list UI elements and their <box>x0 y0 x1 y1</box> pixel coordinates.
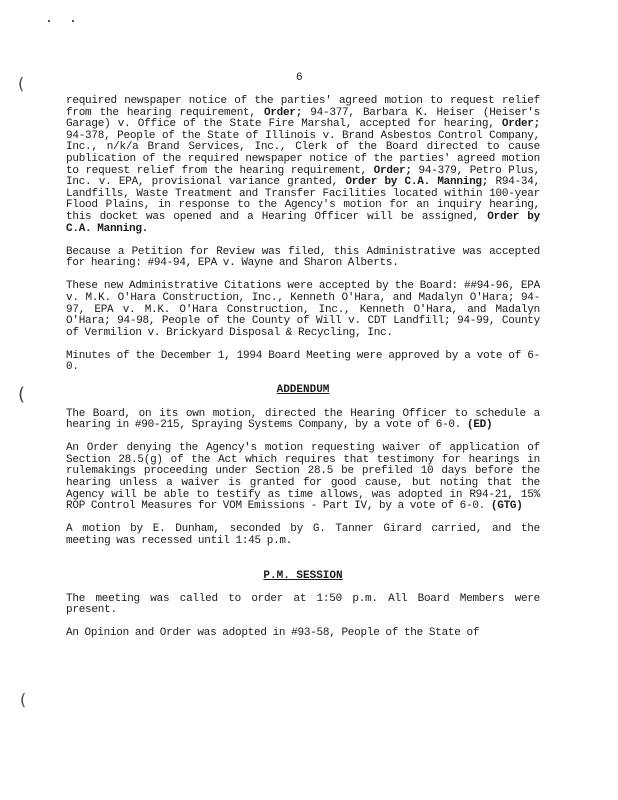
bold-text-segment: Order by C.A. Manning. <box>66 210 540 235</box>
paragraph <box>66 351 540 374</box>
text-segment: The meeting was called to order at 1:50 p.m. All Board Members were present. <box>66 592 540 617</box>
document-body <box>66 96 540 640</box>
text-segment: 94-378, People of the State of Illinois v. Brand Asbestos Control Company, Inc., n/k/a Brand Services, Inc., Clerk of the Board directed to cause publication of the required newspaper notice of the parties' agreed motion to request relief from the hearing requirement, <box>66 129 540 177</box>
bold-text-segment: Order; <box>373 164 412 177</box>
bold-text-segment: Order by C.A. Manning; <box>345 176 489 189</box>
page-number: 6 <box>296 72 303 84</box>
addendum-heading: ADDENDUM <box>276 384 330 397</box>
paragraph <box>66 409 540 432</box>
margin-scribble-mark: ( <box>20 690 27 709</box>
text-segment: 94-377, Barbara K. Heiser (Heiser's Garage) v. Office of the State Fire Marshal, accepted for hearing, <box>66 106 540 131</box>
text-segment: A motion by E. Dunham, seconded by G. Tanner Girard carried, and the meeting was recessed until 1:45 p.m. <box>66 523 540 547</box>
bold-text-segment: Order; <box>263 106 303 119</box>
paragraph <box>66 524 540 547</box>
paragraph <box>66 594 540 617</box>
text-segment: required newspaper notice of the parties' agreed motion to request relief from the hearing requirement, <box>66 95 540 119</box>
text-segment: Because a Petition for Review was filed, this Administrative was accepted for hearing: #94-94, EPA v. Wayne and Sharon Alberts. <box>66 245 540 270</box>
text-segment: An Opinion and Order was adopted in #93-58, People of the State of <box>66 627 480 640</box>
paragraph <box>66 281 540 339</box>
scan-speck <box>48 20 50 22</box>
text-segment: These new Administrative Citations were accepted by the Board: ##94-96, EPA v. M.K. O'Hara Construction, Inc., Kenneth O'Hara, and Madalyn O'Hara; 94-97, EPA v. M.K. O'Hara Construction, Inc., Kenneth O'Hara, and Madalyn O'Hara; 94-98, People of the County of Will v. CDT Landfill; 94-99, County of Vermilion v. Brickyard Disposal & Recycling, Inc. <box>66 280 540 339</box>
bold-text-segment: (ED) <box>466 419 493 432</box>
paragraph <box>66 96 540 235</box>
text-segment: The Board, on its own motion, directed the Hearing Officer to schedule a hearing in #90-215, Spraying Systems Company, by a vote of 6-0. <box>66 407 540 432</box>
paragraph <box>66 443 540 513</box>
margin-paren-mark: ( <box>18 384 26 405</box>
pm-session-heading: P.M. SESSION <box>263 569 343 582</box>
text-segment: An Order denying the Agency's motion requesting waiver of application of Section 28.5(g) of the Act which requires that testimony for hearings in rulemakings proceeding under Section 28.5 be prefiled 10 days before the hearing unless a waiver is granted for good cause, but noting that the Agency will be able to testify as time allows, was adopted in R94-21, 15% ROP Control Measures for VOM Emissions - Part IV, by a vote of 6-0. <box>66 442 540 513</box>
text-segment: 94-379, Petro Plus, Inc. v. EPA, provisional variance granted, <box>66 164 540 189</box>
paragraph <box>66 628 540 640</box>
margin-paren-mark: ( <box>18 74 25 93</box>
scan-speck <box>72 20 74 22</box>
text-segment: R94-34, Landfills, Waste Treatment and Transfer Facilities located within 100-year Flood Plains, in response to the Agency's motion for an inquiry hearing, this docket was opened and a Hearing Officer will be assigned, <box>66 176 540 223</box>
text-segment: Minutes of the December 1, 1994 Board Meeting were approved by a vote of 6-0. <box>66 349 540 374</box>
paragraph <box>66 247 540 270</box>
bold-text-segment: (GTG) <box>490 500 523 513</box>
bold-text-segment: Order; <box>501 118 540 131</box>
